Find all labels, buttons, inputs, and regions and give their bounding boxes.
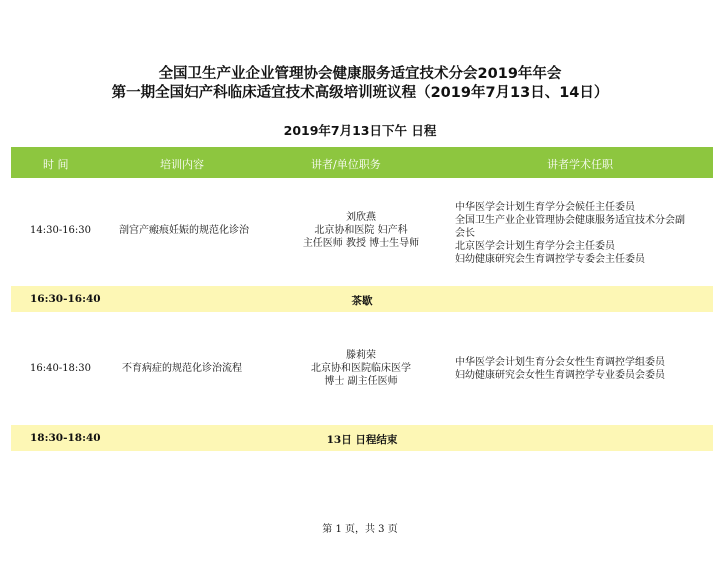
- table-row: [11, 178, 713, 286]
- break-time: 18:30-18:40: [30, 432, 101, 444]
- role-line: 北京医学会计划生育学分会主任委员: [455, 241, 615, 252]
- break-label: 茶歇: [351, 295, 373, 307]
- header-content: 培训内容: [160, 158, 204, 171]
- session-time: 16:40-18:30: [30, 363, 92, 374]
- session-time: 14:30-16:30: [30, 225, 92, 236]
- header-role: 讲者学术任职: [547, 158, 613, 171]
- session-content: 剖宫产瘢痕妊娠的规范化诊治: [119, 225, 249, 236]
- role-line: 中华医学会计划生育分会女性生育调控学组委员: [455, 357, 665, 368]
- break-row: [11, 425, 713, 451]
- session-speaker: [276, 211, 446, 250]
- page-footer: 第 1 页，共 3 页: [322, 524, 398, 535]
- session-content: 不育病症的规范化诊治流程: [122, 363, 242, 374]
- session-role: [455, 201, 685, 266]
- role-line: 会长: [455, 228, 475, 239]
- break-label: 13日 日程结束: [326, 434, 398, 446]
- session-speaker: [276, 349, 446, 388]
- speaker-name: 滕莉荣: [346, 350, 376, 361]
- role-line: 中华医学会计划生育学分会候任主任委员: [455, 202, 635, 213]
- agenda-title-line1: 全国卫生产业企业管理协会健康服务适宜技术分会2019年年会: [158, 66, 562, 82]
- header-speaker: 讲者/单位职务: [311, 158, 381, 171]
- role-line: 妇幼健康研究会生育调控学专委会主任委员: [455, 254, 645, 265]
- table-header: [11, 147, 713, 178]
- break-row: [11, 286, 713, 312]
- session-role: [455, 356, 665, 382]
- speaker-title: 主任医师 教授 博士生导师: [302, 238, 420, 249]
- speaker-affiliation: 北京协和医院 妇产科: [314, 225, 408, 236]
- speaker-name: 刘欣燕: [346, 212, 376, 223]
- role-line: 全国卫生产业企业管理协会健康服务适宜技术分会副: [455, 215, 685, 226]
- role-line: 妇幼健康研究会女性生育调控学专业委员会委员: [455, 370, 665, 381]
- table-row: [11, 312, 713, 423]
- break-time: 16:30-16:40: [30, 293, 101, 305]
- agenda-subtitle: 2019年7月13日下午 日程: [283, 123, 437, 138]
- speaker-title: 博士 副主任医师: [324, 376, 398, 387]
- header-time: 时 间: [43, 158, 69, 171]
- speaker-affiliation: 北京协和医院临床医学: [311, 363, 411, 374]
- agenda-title-line2: 第一期全国妇产科临床适宜技术高级培训班议程（2019年7月13日、14日）: [111, 85, 609, 101]
